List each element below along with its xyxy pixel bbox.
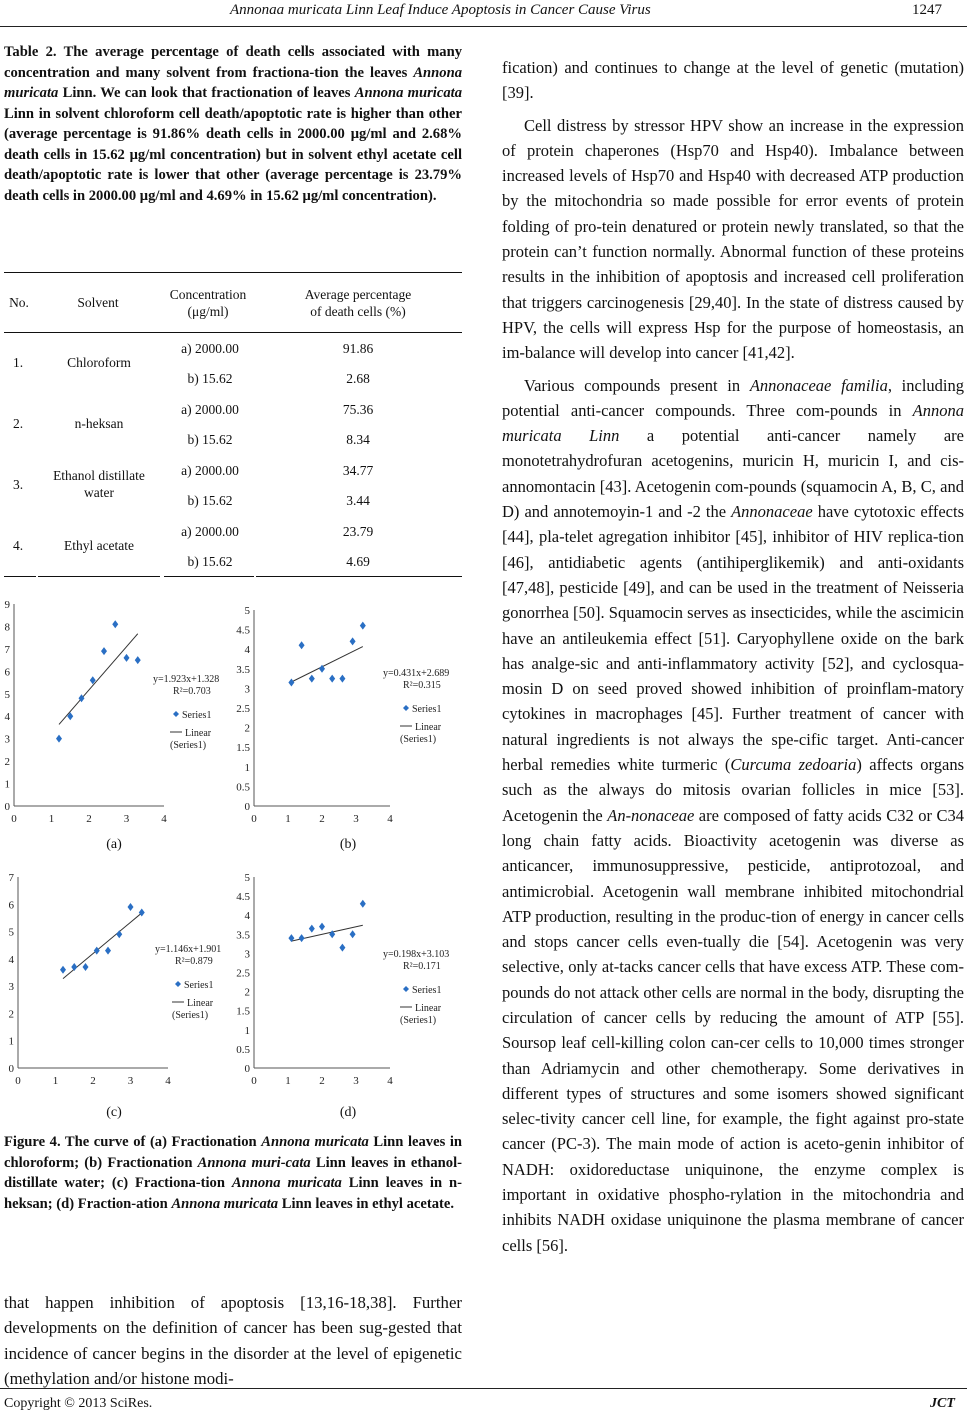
copyright: Copyright © 2013 SciRes. [4,1396,153,1411]
y-tick-label: 3.5 [236,929,250,942]
x-tick-label: 3 [123,813,130,825]
text-span: Linn leaves in ethanol-distillate water; (c) Fractiona-tion [4,1154,462,1191]
x-tick-label: 4 [165,1075,171,1087]
y-tick-label: 2.5 [236,703,250,715]
y-tick-label: 5 [244,872,250,884]
x-tick-label: 2 [86,813,92,825]
header-no: No. [9,295,29,310]
italic-text-span: Annona muricata Linn [502,400,964,446]
data-point [94,947,100,955]
italic-text-span: Annona muricata [354,85,462,101]
row-concentration-b: b) 15.62 [187,432,233,447]
italic-text-span: Annonaceae [731,502,813,522]
x-tick-label: 4 [387,813,393,825]
y-tick-label: 6 [4,666,10,679]
row-concentration-a: a) 2000.00 [181,402,239,417]
row-concentration-b: b) 15.62 [187,371,233,386]
text-span: Linn. We can look that fractionation of leaves [58,85,355,101]
panel-label: (b) [339,837,357,852]
legend-label: Linear [185,728,212,739]
y-tick-label: 4.5 [236,891,250,904]
row-concentration-a: a) 2000.00 [181,463,239,478]
data-point [128,903,134,911]
italic-text-span: Annona muricata [4,64,462,101]
figure-4 [0,600,466,1130]
row-solvent: Ethanol distillate [53,468,145,483]
data-point [309,675,315,683]
x-tick-label: 4 [161,813,167,825]
x-tick-label: 3 [127,1075,134,1087]
italic-text-span: Annona muricata [261,1134,369,1150]
row-value-b: 3.44 [346,493,370,508]
x-tick-label: 1 [52,1075,59,1087]
legend-label: Linear [415,1003,442,1014]
italic-text-span: Annonaceae familia [749,375,888,395]
row-solvent: Chloroform [67,355,131,370]
text-span: Various compounds present in [524,375,750,395]
y-tick-label: 0.5 [236,781,250,794]
y-tick-label: 3 [244,683,250,696]
row-concentration-a: a) 2000.00 [181,524,239,539]
text-span: have cytotoxic effects [44], pla-telet agregation inhibitor [45], inhibitor of HIV replica-tion [46], antidiabetic agents (antihiperglikemik) and anti-oxidants [47,48], pesticide [49], and can be used in the treatment of Neisseria gonorrhea [50]. Squamocin serves as insecticides, while the ascimicin have an antileukemia effect [51]. Caryophyllene oxide on the bark has analge-sic and anti-inflammatory activity [52], and cyclosqua-mosin D on seed proved showed inhibition of proinflam-matory cytokines in macrophages [45]. Further treatment of cancer with natural ingredients is not always the spe-cific target. Anti-cancer herbal remedies white turmeric ( [502,502,964,775]
y-tick-label: 4 [244,910,250,923]
x-tick-label: 2 [319,813,325,825]
legend-marker [403,986,409,992]
running-title: Annonaa muricata Linn Leaf Induce Apoptosis in Cancer Cause Virus [230,2,651,18]
x-tick-label: 0 [11,813,17,825]
legend-label: Linear [415,722,442,733]
y-tick-label: 3.5 [236,663,250,676]
table-rule-bottom [38,576,160,577]
legend-label: Series1 [412,985,442,996]
data-point [71,963,77,971]
y-tick-label: 2 [4,756,10,769]
table-rule-bottom [4,576,36,577]
trendline [291,647,362,682]
data-point [116,930,122,938]
legend-marker [173,711,179,717]
row-solvent-line2: water [84,485,114,500]
header-concentration-line2: (μg/ml) [187,304,229,319]
table-rule-mid [4,332,462,333]
r-squared: R²=0.879 [175,956,213,967]
row-concentration-b: b) 15.62 [187,493,233,508]
x-tick-label: 2 [319,1075,325,1087]
text-span: Linn in solvent chloroform cell death/apoptotic rate is higher than other (average percentage is 91.86% death cells in 2000.00 μg/ml and 2.68% death cells in 15.62 μg/ml concentration) but in solvent ethyl acetate cell death/apoptotic rate is lower that other (average percentage is 23.79% death cells in 2000.00 μg/ml and 4.69% in 15.62 μg/ml concentration). [4,105,462,204]
x-tick-label: 4 [387,1075,393,1087]
y-tick-label: 6 [8,899,14,912]
text-span: Figure 4. The curve of (a) Fractionation [4,1134,262,1150]
y-tick-label: 5 [244,605,250,617]
text-span: Cell distress by stressor HPV show an increase in the expression of protein chaperones (Hsp70 and Hsp40). Imbalance between increased levels of Hsp70 and Hsp40 with decreased ATP production by the mitochondria so made possible for error events of protein folding of pro-tein denatured or protein newly translated, so that the protein can’t function normally. Abnormal function of these proteins results in the inhibition of apoptosis and increased cell proliferation that triggers carcinogenesis [29,40]. In the state of distress caused by HPV, the cells will express Hsp for the purpose of homeostasis, an im-balance will develop into cancer [41,42]. [502,115,964,363]
header-concentration [160,286,256,320]
data-point [56,735,62,743]
data-point [299,934,305,942]
legend-marker [403,705,409,711]
data-point [319,923,325,931]
trend-equation: y=0.198x+3.103 [383,949,450,960]
y-tick-label: 0 [244,801,250,813]
y-tick-label: 2 [8,1008,14,1021]
italic-text-span: Annona muri-cata [197,1154,311,1171]
panel-label: (d) [339,1105,357,1120]
y-tick-label: 7 [4,643,10,656]
row-number: 4. [12,538,24,553]
data-point [101,647,107,655]
y-tick-label: 3 [244,948,250,961]
legend-label: Linear [187,998,214,1009]
data-point [135,656,141,664]
body-paragraph [502,373,964,1258]
x-tick-label: 0 [15,1075,21,1087]
italic-text-span: An-nonaceae [607,805,695,825]
data-point [350,637,356,645]
x-tick-label: 0 [251,1075,257,1087]
y-tick-label: 0.5 [236,1043,250,1056]
header-solvent: Solvent [77,295,119,310]
left-body-paragraph: that happen inhibition of apoptosis [13,16-18,38]. Further developments on the definition of cancer has been sug-gested that incidence of cancer begins in the disorder at the level of epigenetic (methylation and/or histone modi- [4,1293,462,1388]
body-paragraph [502,55,964,106]
y-tick-label: 2 [244,722,250,735]
x-tick-label: 3 [353,1075,359,1087]
data-point [360,900,366,908]
row-value-a: 23.79 [342,524,374,539]
legend-marker [175,981,181,987]
data-point [309,925,315,933]
header-average-line2: of death cells (%) [310,304,406,319]
row-number: 1. [12,355,24,370]
text-span: ) affects organs such as the always do mitosis ovarian follicles in mice [53]. Acetogenin the [502,755,964,825]
data-point [339,944,345,952]
y-tick-label: 1.5 [236,1005,250,1018]
y-tick-label: 5 [4,688,10,701]
x-tick-label: 0 [251,813,257,825]
data-point [360,622,366,630]
data-point [350,930,356,938]
y-tick-label: 2.5 [236,967,250,980]
x-tick-label: 1 [285,813,291,825]
panel-label: (a) [106,837,122,852]
text-span: a potential anti-cancer namely are monotetrahydrofuran acetogenins, muricin H, muricin I, and cis-annomontacin [43]. Acetogenin com-pounds (squamocin A, B, C, and D) and annotemoyin-1 and -2 the [502,426,964,522]
row-concentration-b: b) 15.62 [187,554,233,569]
page-number: 1247 [912,2,942,18]
text-span: are composed of fatty acids C32 or C34 long chain fatty acids. Bioactivity acetogenin was diverse as anticancer, immunosuppressive, pesticide, antiprotozoal, and antimicrobial. Acetogenin wall membrane inhibited mitochondrial ATP production, resulting in the produc-tion of energy in cancer cells and stops cancer cells even-tually die [54]. Acetogenin was very selective, only at-tacks cancer cells that have excess ATP. These com-pounds do not attack other cells are normal in the body, disrupting the circulation of cancer cells by reducing the amount of ATP [55]. Soursop leaf cell-killing colon can-cer cells to 10,000 times stronger than Adriamycin and other chemotherapy. Some derivatives in different types of structures and some isomers showed significant selec-tivity cancer cell line, for example, the fight against pro-state cancer (PC-3). The main mode of action is aceto-genin inhibitor of NADH: oxidoreductase uniquinone, the enzyme complex is important in oxidative phospho-rylation in the mitochondria and inhibits NADH oxidase uniquinone the plasma membrane of cancer cells [56]. [502,805,965,1255]
y-tick-label: 4 [8,953,14,966]
y-tick-label: 5 [8,926,14,939]
page-header [0,0,967,30]
text-span: Linn leaves in chloroform; (b) Fractionation [4,1134,463,1171]
italic-text-span: Annona muricata [171,1195,279,1212]
trend-equation: y=0.431x+2.689 [383,668,450,679]
text-span: Linn leaves in n-heksan; (d) Fraction-ation [4,1175,462,1212]
y-tick-label: 0 [8,1063,14,1075]
y-tick-label: 9 [4,600,10,611]
x-tick-label: 2 [90,1075,96,1087]
legend-label: Series1 [182,710,212,721]
row-solvent: Ethyl acetate [63,538,135,553]
legend-label: (Series1) [400,1015,437,1026]
y-tick-label: 3 [8,981,14,994]
row-solvent: n-heksan [74,416,124,431]
y-tick-label: 4 [244,644,250,657]
row-value-a: 91.86 [342,341,374,356]
y-tick-label: 3 [4,733,10,746]
y-tick-label: 1 [244,761,250,774]
y-tick-label: 1 [4,778,10,791]
trend-equation: y=1.923x+1.328 [153,674,220,685]
table-2-caption [4,42,462,206]
y-tick-label: 2 [244,986,250,999]
r-squared: R²=0.703 [173,686,211,697]
y-tick-label: 8 [4,621,10,634]
row-concentration-a: a) 2000.00 [181,341,239,356]
y-tick-label: 7 [8,872,14,884]
legend-label: (Series1) [172,1010,209,1021]
table-rule-bottom [256,576,462,577]
footer-rule [0,1388,967,1389]
data-point [329,675,335,683]
trendline [59,634,138,725]
data-point [112,620,118,628]
data-point [339,675,345,683]
row-value-a: 75.36 [342,402,374,417]
y-tick-label: 1 [244,1024,250,1037]
data-point [60,966,66,974]
text-span: fication) and continues to change at the level of genetic (mutation) [39]. [502,58,964,103]
x-tick-label: 1 [48,813,55,825]
trend-equation: y=1.146x+1.901 [155,944,222,955]
legend-label: (Series1) [400,734,437,745]
data-point [105,947,111,955]
data-point [124,654,130,662]
text-span: , including potential anti-cancer compounds. Three com-pounds in [502,375,964,420]
figure-4-caption [4,1132,462,1214]
header-concentration-line1: Concentration [169,287,247,302]
table-rule-top [4,272,462,273]
header-average [258,286,458,320]
legend-label: (Series1) [170,740,207,751]
row-value-b: 2.68 [346,371,370,386]
data-point [288,679,294,687]
x-tick-label: 1 [285,1075,291,1087]
journal-abbrev: JCT [930,1396,955,1411]
data-point [83,963,89,971]
panel-label: (c) [106,1105,122,1120]
right-column-text [502,55,964,1265]
header-average-line1: Average percentage [304,287,412,302]
data-point [299,641,305,649]
y-tick-label: 1.5 [236,742,250,755]
legend-label: Series1 [412,704,442,715]
y-tick-label: 1 [8,1035,14,1048]
legend-label: Series1 [184,980,214,991]
row-value-b: 8.34 [346,432,370,447]
y-tick-label: 4.5 [236,624,250,637]
figure-4-charts [0,600,466,1130]
row-value-a: 34.77 [342,463,374,478]
row-value-b: 4.69 [346,554,370,569]
y-tick-label: 0 [4,801,10,813]
italic-text-span: Curcuma zedoaria [730,755,857,775]
y-tick-label: 4 [4,711,10,724]
row-number: 2. [12,416,24,431]
text-span: Table 2. The average percentage of death cells associated with many concentration and many solvent from fractiona-tion the leaves [4,44,462,81]
body-paragraph [502,113,964,366]
table-rule-bottom [164,576,254,577]
text-span: Linn leaves in ethyl acetate. [278,1195,455,1212]
y-tick-label: 0 [244,1063,250,1075]
x-tick-label: 3 [353,813,359,825]
r-squared: R²=0.171 [403,961,441,972]
row-number: 3. [12,477,24,492]
italic-text-span: Annona muricata [231,1175,342,1191]
r-squared: R²=0.315 [403,680,441,691]
header-rule [0,26,967,27]
